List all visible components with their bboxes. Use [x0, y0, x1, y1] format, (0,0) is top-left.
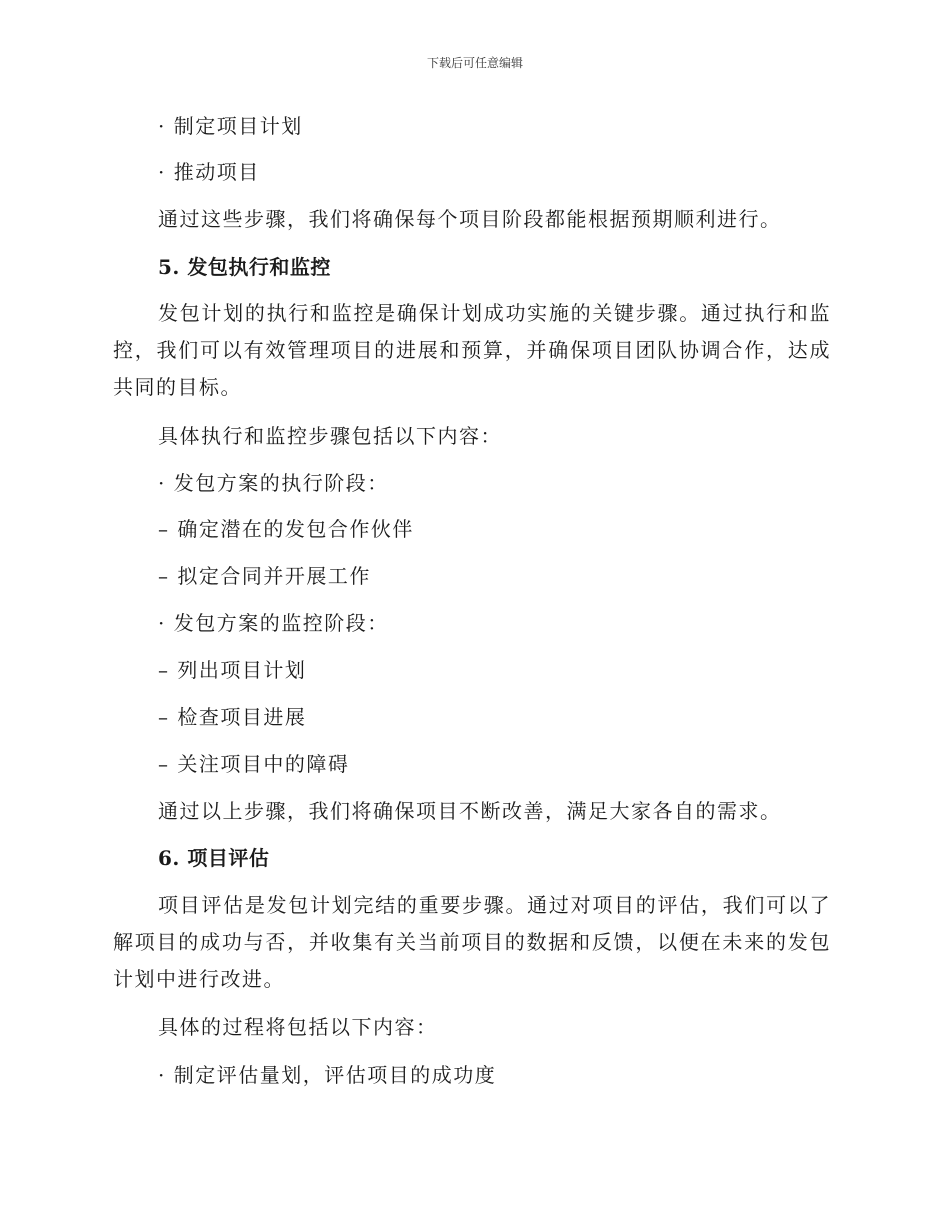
paragraph-line: 通过这些步骤，我们将确保每个项目阶段都能根据预期顺利进行。: [158, 207, 782, 231]
dash-item: – 检查项目进展: [158, 705, 307, 729]
paragraph-section-6: [113, 887, 831, 998]
bullet-item: · 发包方案的执行阶段：: [158, 471, 389, 495]
paragraph-line: 通过以上步骤，我们将确保项目不断改善，满足大家各自的需求。: [158, 799, 782, 823]
paragraph-line: 具体的过程将包括以下内容：: [158, 1015, 438, 1039]
paragraph-line: 共同的目标。: [113, 375, 242, 399]
bullet-item: · 发包方案的监控阶段：: [158, 611, 389, 635]
page-header: 下载后可任意编辑: [426, 56, 523, 70]
dash-item: – 列出项目计划: [158, 658, 307, 682]
paragraph-line: 发包计划的执行和监控是确保计划成功实施的关键步骤。通过执行和监: [158, 301, 831, 325]
dash-item: – 拟定合同并开展工作: [158, 564, 371, 588]
bullet-item: · 制定评估量划，评估项目的成功度: [158, 1063, 497, 1087]
dash-item: – 关注项目中的障碍: [158, 752, 350, 776]
paragraph-line: 控，我们可以有效管理项目的进展和预算，并确保项目团队协调合作，达成: [113, 338, 831, 362]
bullet-item: · 推动项目: [158, 160, 260, 184]
paragraph-line: 解项目的成功与否，并收集有关当前项目的数据和反馈，以便在未来的发包: [113, 930, 831, 954]
section-heading-5: 5. 发包执行和监控: [158, 255, 331, 279]
section-heading-6: 6. 项目评估: [158, 846, 270, 870]
paragraph-section-5: [113, 295, 831, 406]
paragraph-line: 具体执行和监控步骤包括以下内容：: [158, 424, 502, 448]
paragraph-line: 项目评估是发包计划完结的重要步骤。通过对项目的评估，我们可以了: [158, 893, 831, 917]
dash-item: – 确定潜在的发包合作伙伴: [158, 517, 414, 541]
paragraph-line: 计划中进行改进。: [113, 967, 285, 991]
bullet-item: · 制定项目计划: [158, 114, 303, 138]
